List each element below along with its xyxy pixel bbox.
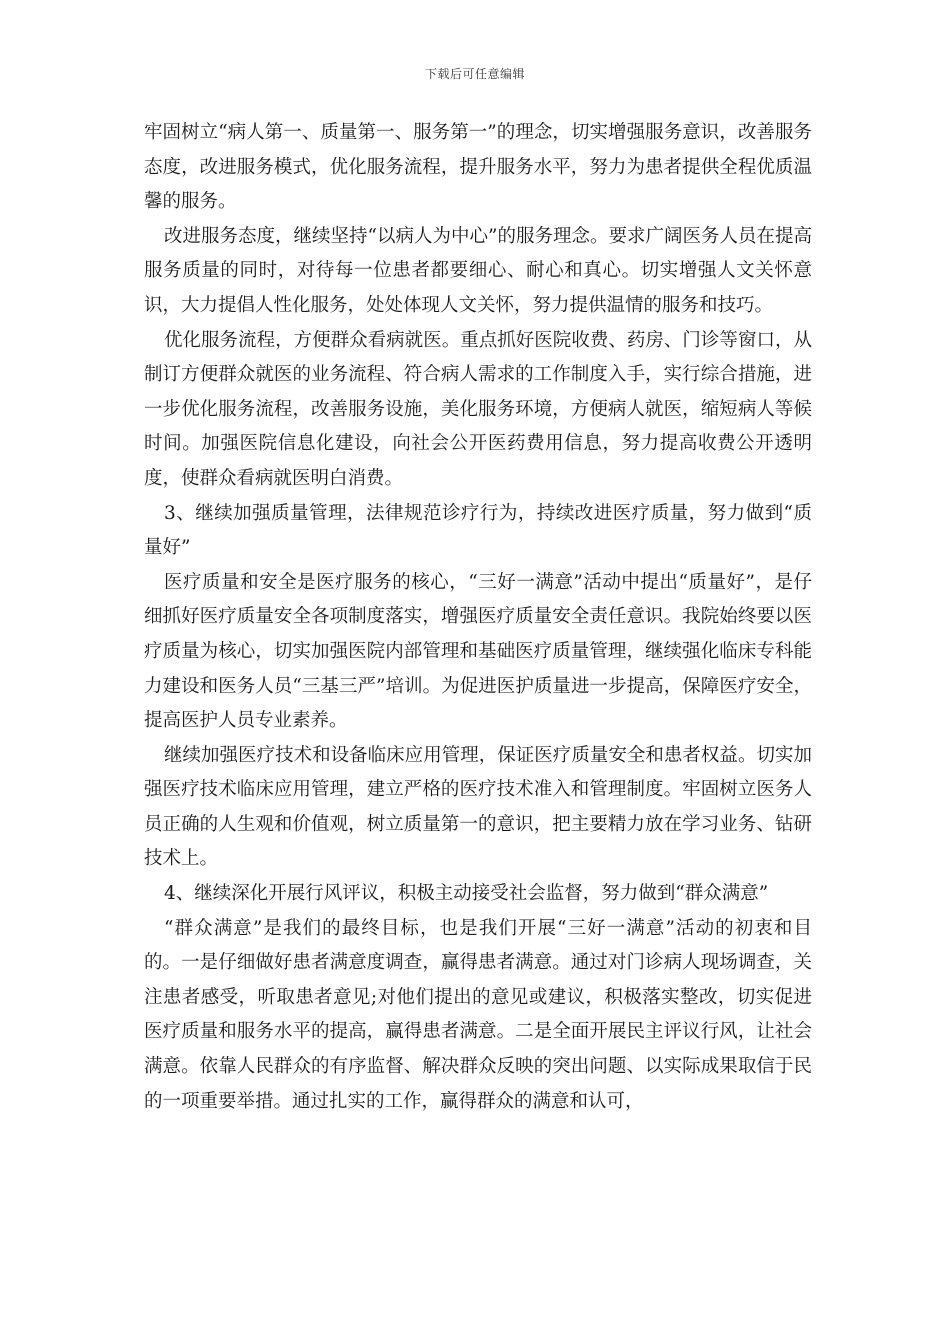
- paragraph: 优化服务流程，方便群众看病就医。重点抓好医院收费、药房、门诊等窗口，从制订方便群众就医的业务流程、符合病人需求的工作制度入手，实行综合措施，进一步优化服务流程，改善服务设施，美化服务环境，方便病人就医，缩短病人等候时间。加强医院信息化建设，向社会公开医药费用信息，努力提高收费公开透明度，使群众看病就医明白消费。: [144, 329, 812, 489]
- paragraph: 改进服务态度，继续坚持“以病人为中心”的服务理念。要求广阔医务人员在提高服务质量的同时，对待每一位患者都要细心、耐心和真心。切实增强人文关怀意识，大力提倡人性化服务，处处体现人文关怀，努力提供温情的服务和技巧。: [144, 225, 812, 316]
- document-body: [144, 116, 812, 1119]
- paragraph: 医疗质量和安全是医疗服务的核心，“三好一满意”活动中提出“质量好”，是仔细抓好医疗质量安全各项制度落实，增强医疗质量安全责任意识。我院始终要以医疗质量为核心，切实加强医院内部管理和基础医疗质量管理，继续强化临床专科能力建设和医务人员“三基三严”培训。为促进医护质量进一步提高，保障医疗安全，提高医护人员专业素养。: [144, 571, 812, 732]
- page-header-note: 下载后可任意编辑: [424, 67, 525, 81]
- section-heading: 3、继续加强质量管理，法律规范诊疗行为，持续改进医疗质量，努力做到“质量好”: [144, 502, 812, 559]
- paragraph: 牢固树立“病人第一、质量第一、服务第一”的理念，切实增强服务意识，改善服务态度，改进服务模式，优化服务流程，提升服务水平，努力为患者提供全程优质温馨的服务。: [144, 122, 812, 213]
- section-heading: 4、继续深化开展行风评议，积极主动接受社会监督，努力做到“群众满意”: [164, 883, 769, 905]
- paragraph: “群众满意”是我们的最终目标，也是我们开展“三好一满意”活动的初衷和目的。一是仔细做好患者满意度调查，赢得患者满意。通过对门诊病人现场调查，关注患者感受，听取患者意见;对他们提出的意见或建议，积极落实整改，切实促进医疗质量和服务水平的提高，赢得患者满意。二是全面开展民主评议行风，让社会满意。依靠人民群众的有序监督、解决群众反映的突出问题、以实际成果取信于民的一项重要举措。通过扎实的工作，赢得群众的满意和认可，: [144, 917, 812, 1112]
- paragraph: 继续加强医疗技术和设备临床应用管理，保证医疗质量安全和患者权益。切实加强医疗技术临床应用管理，建立严格的医疗技术准入和管理制度。牢固树立医务人员正确的人生观和价值观，树立质量第一的意识，把主要精力放在学习业务、钻研技术上。: [144, 744, 812, 870]
